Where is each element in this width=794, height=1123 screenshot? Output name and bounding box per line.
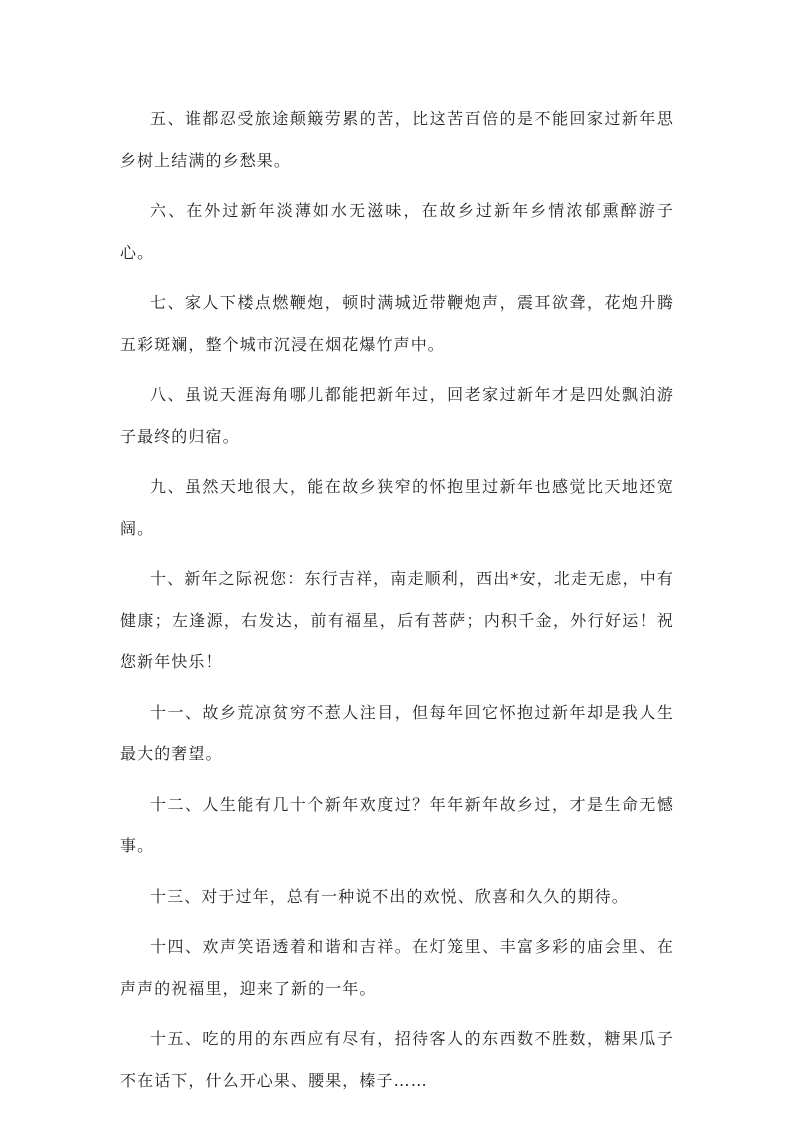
paragraph-9: 九、虽然天地很大，能在故乡狭窄的怀抱里过新年也感觉比天地还宽阔。	[120, 477, 674, 538]
paragraph-10: 十、新年之际祝您：东行吉祥，南走顺利，西出*安，北走无虑，中有健康；左逢源，右发达，前有福星，后有菩萨；内积千金，外行好运！祝您新年快乐！	[120, 569, 674, 671]
paragraph-7: 七、家人下楼点燃鞭炮，顿时满城近带鞭炮声，震耳欲聋，花炮升腾五彩斑斓，整个城市沉浸在烟花爆竹声中。	[120, 293, 674, 354]
paragraph-8: 八、虽说天涯海角哪儿都能把新年过，回老家过新年才是四处飘泊游子最终的归宿。	[120, 385, 674, 446]
paragraph-15: 十五、吃的用的东西应有尽有，招待客人的东西数不胜数，糖果瓜子不在话下，什么开心果、腰果，榛子……	[120, 1029, 674, 1090]
paragraph-5: 五、谁都忍受旅途颠簸劳累的苦，比这苦百倍的是不能回家过新年思乡树上结满的乡愁果。	[120, 109, 674, 170]
document-body	[120, 98, 674, 1110]
paragraph-13: 十三、对于过年，总有一种说不出的欢悦、欣喜和久久的期待。	[150, 886, 629, 906]
paragraph-11: 十一、故乡荒凉贫穷不惹人注目，但每年回它怀抱过新年却是我人生最大的奢望。	[120, 702, 674, 763]
paragraph-6: 六、在外过新年淡薄如水无滋味，在故乡过新年乡情浓郁熏醉游子心。	[120, 201, 674, 262]
paragraph-14: 十四、欢声笑语透着和谐和吉祥。在灯笼里、丰富多彩的庙会里、在声声的祝福里，迎来了新的一年。	[120, 937, 674, 998]
paragraph-12: 十二、人生能有几十个新年欢度过？年年新年故乡过，才是生命无憾事。	[120, 794, 674, 855]
